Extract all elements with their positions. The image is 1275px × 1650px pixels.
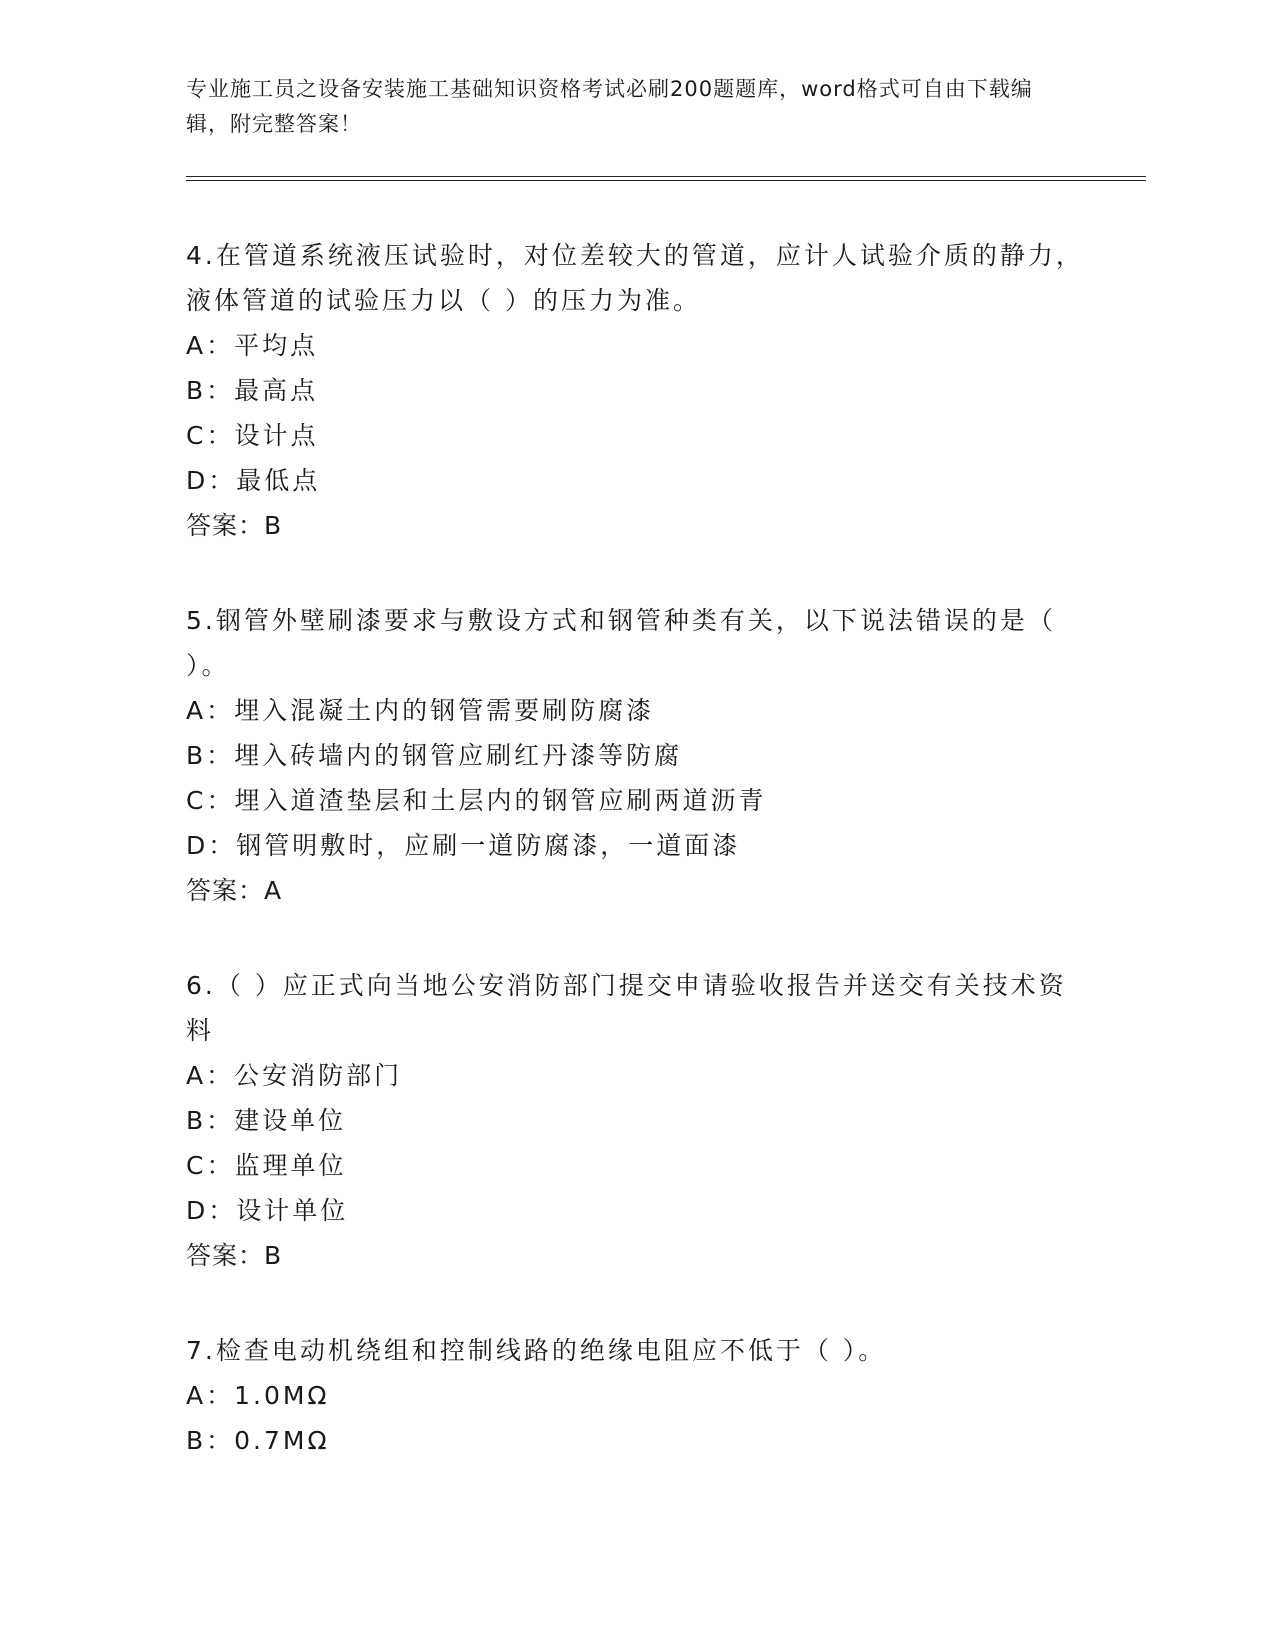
- answer-label: 答案：: [186, 511, 265, 540]
- option-b: B：0.7MΩ: [186, 1426, 330, 1455]
- option-b: B：最高点: [186, 376, 319, 405]
- option-d: D：最低点: [186, 466, 321, 495]
- option-b: B：埋入砖墙内的钢管应刷红丹漆等防腐: [186, 741, 683, 770]
- question-stem: 4.在管道系统液压试验时，对位差较大的管道，应计人试验介质的静力，液体管道的试验压力以（ ）的压力为准。: [186, 241, 1084, 315]
- option-a: A：埋入混凝土内的钢管需要刷防腐漆: [186, 696, 655, 725]
- answer-value: B: [264, 511, 283, 540]
- option-a: A：平均点: [186, 331, 319, 360]
- answer-label: 答案：: [186, 876, 265, 905]
- question-5: [186, 598, 1086, 913]
- option-d: D：钢管明敷时，应刷一道防腐漆，一道面漆: [186, 831, 741, 860]
- option-c: C：设计点: [186, 421, 319, 450]
- answer-line: [186, 503, 1086, 548]
- question-4: [186, 233, 1086, 548]
- option-d: D：设计单位: [186, 1196, 349, 1225]
- answer-value: B: [264, 1241, 283, 1270]
- option-c: C：埋入道渣垫层和土层内的钢管应刷两道沥青: [186, 786, 767, 815]
- answer-line: [186, 1233, 1086, 1278]
- option-a: A：1.0MΩ: [186, 1381, 330, 1410]
- question-7: [186, 1328, 1086, 1463]
- question-stem: 7.检查电动机绕组和控制线路的绝缘电阻应不低于（ ）。: [186, 1336, 887, 1365]
- question-stem: 5.钢管外壁刷漆要求与敷设方式和钢管种类有关，以下说法错误的是（ ）。: [186, 606, 1056, 680]
- option-b: B：建设单位: [186, 1106, 347, 1135]
- document-header: 专业施工员之设备安装施工基础知识资格考试必刷200题题库，word格式可自由下载编辑，附完整答案！: [186, 77, 1033, 136]
- answer-line: [186, 868, 1086, 913]
- question-6: [186, 963, 1086, 1278]
- answer-value: A: [264, 876, 283, 905]
- question-stem: 6.（ ）应正式向当地公安消防部门提交申请验收报告并送交有关技术资料: [186, 971, 1067, 1045]
- answer-label: 答案：: [186, 1241, 265, 1270]
- option-c: C：监理单位: [186, 1151, 347, 1180]
- header-divider: [186, 176, 1146, 181]
- option-a: A：公安消防部门: [186, 1061, 403, 1090]
- question-list: [186, 233, 1086, 1513]
